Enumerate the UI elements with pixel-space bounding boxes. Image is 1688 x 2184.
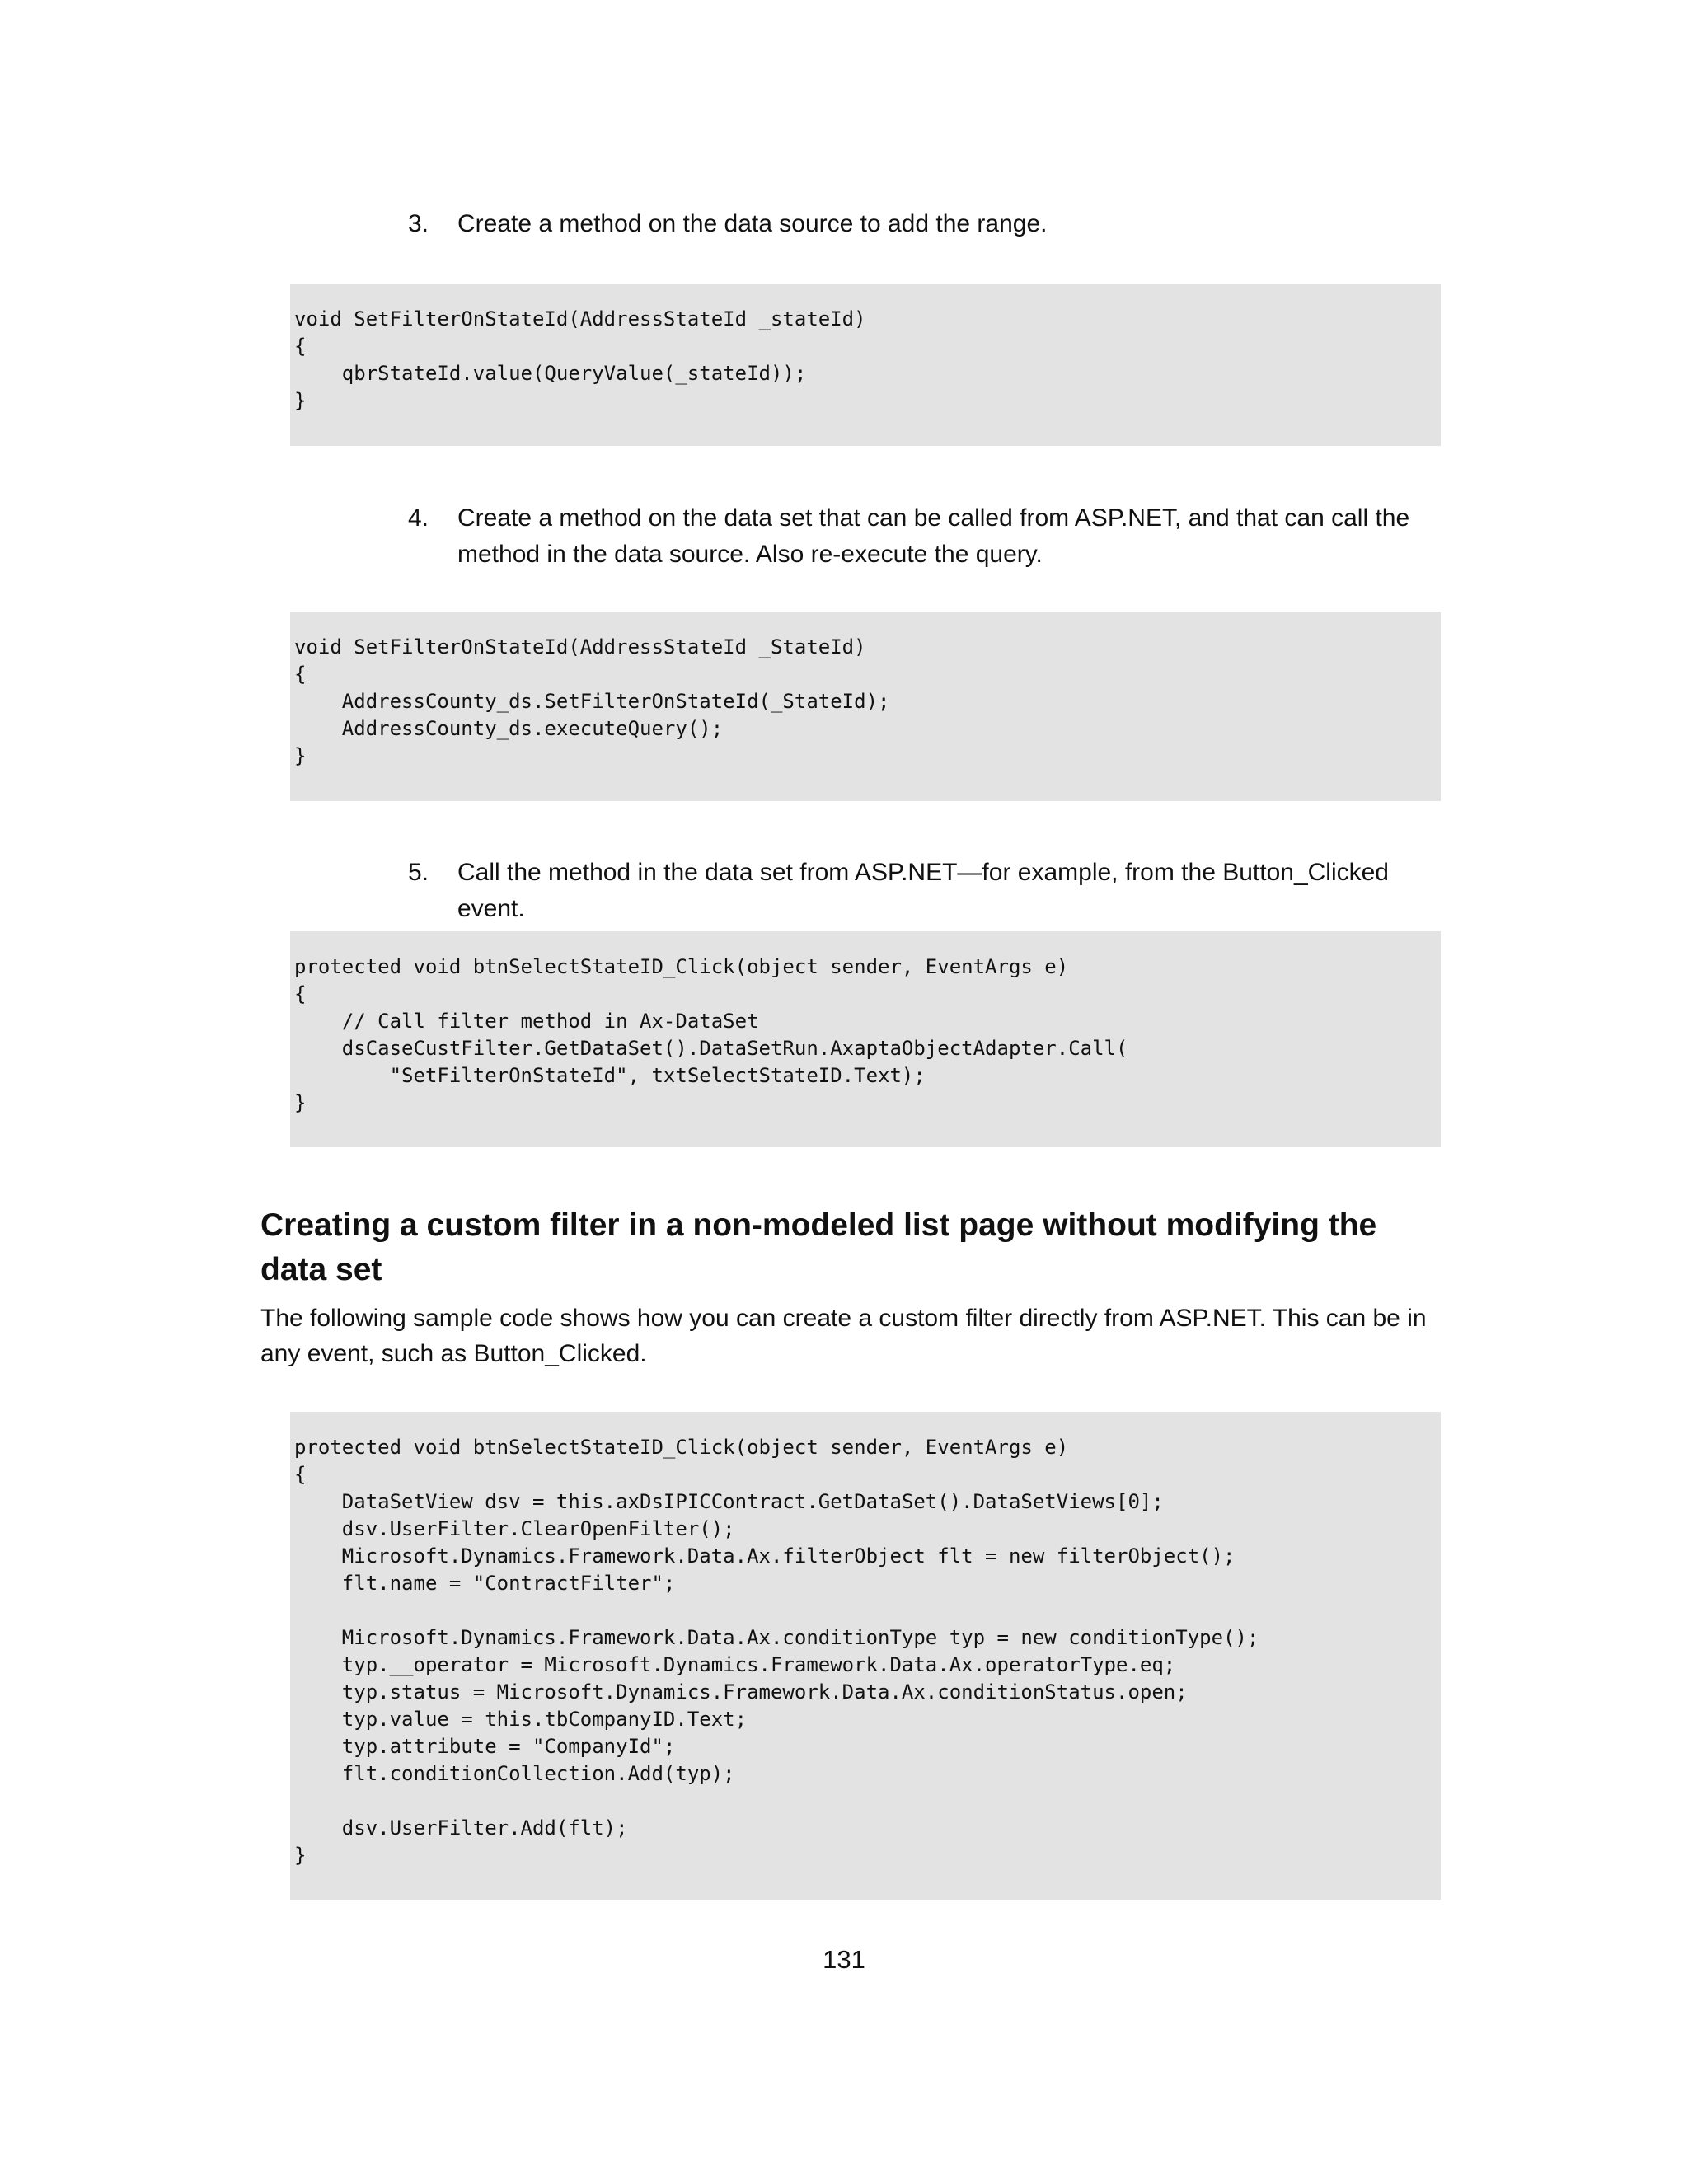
step-number: 4. [408,504,429,532]
code-block [290,1412,1441,1900]
page-number: 131 [823,1945,865,1974]
step-text: Create a method on the data source to add the range. [457,210,1048,237]
code-block [290,284,1441,446]
code-text: protected void btnSelectStateID_Click(object sender, EventArgs e) { DataSetView dsv = this.axDsIPICContract.GetDataSet().DataSetViews[0]; dsv.UserFilter.ClearOpenFilter(); Microsoft.Dynamics.Framework.Data.Ax.filterObject flt = new filterObject(); flt.name = "ContractFilter"; Microsoft.Dynamics.Framework.Data.Ax.conditionType typ = new conditionType(); typ.__operator = Microsoft.Dynamics.Framework.Data.Ax.operatorType.eq; typ.status = Microsoft.Dynamics.Framework.Data.Ax.conditionStatus.open; typ.value = this.tbCompanyID.Text; typ.attribute = "CompanyId"; flt.conditionCollection.Add(typ); dsv.UserFilter.Add(flt); } [294,1436,1259,1867]
body-paragraph: The following sample code shows how you can create a custom filter directly from ASP.NET. This can be in any event, such as Button_Clicked. [260,1305,1427,1367]
code-block [290,612,1441,801]
code-text: void SetFilterOnStateId(AddressStateId _stateId) { qbrStateId.value(QueryValue(_stateId)); } [294,307,866,412]
code-text: protected void btnSelectStateID_Click(object sender, EventArgs e) { // Call filter method in Ax-DataSet dsCaseCustFilter.GetDataSet().DataSetRun.AxaptaObjectAdapter.Call( "SetFilterOnStateId", txtSelectStateID.Text); } [294,955,1128,1114]
step-text: Create a method on the data set that can be called from ASP.NET, and that can call the method in the data source. Also re-execute the query. [457,504,1410,568]
step-number: 5. [408,859,429,886]
code-block [290,931,1441,1147]
step-text: Call the method in the data set from ASP.NET—for example, from the Button_Clicked event. [457,859,1389,922]
step-number: 3. [408,210,429,237]
code-text: void SetFilterOnStateId(AddressStateId _StateId) { AddressCounty_ds.SetFilterOnStateId(_StateId); AddressCounty_ds.executeQuery(); } [294,635,890,767]
section-heading: Creating a custom filter in a non-modeled list page without modifying the data set [260,1207,1377,1287]
